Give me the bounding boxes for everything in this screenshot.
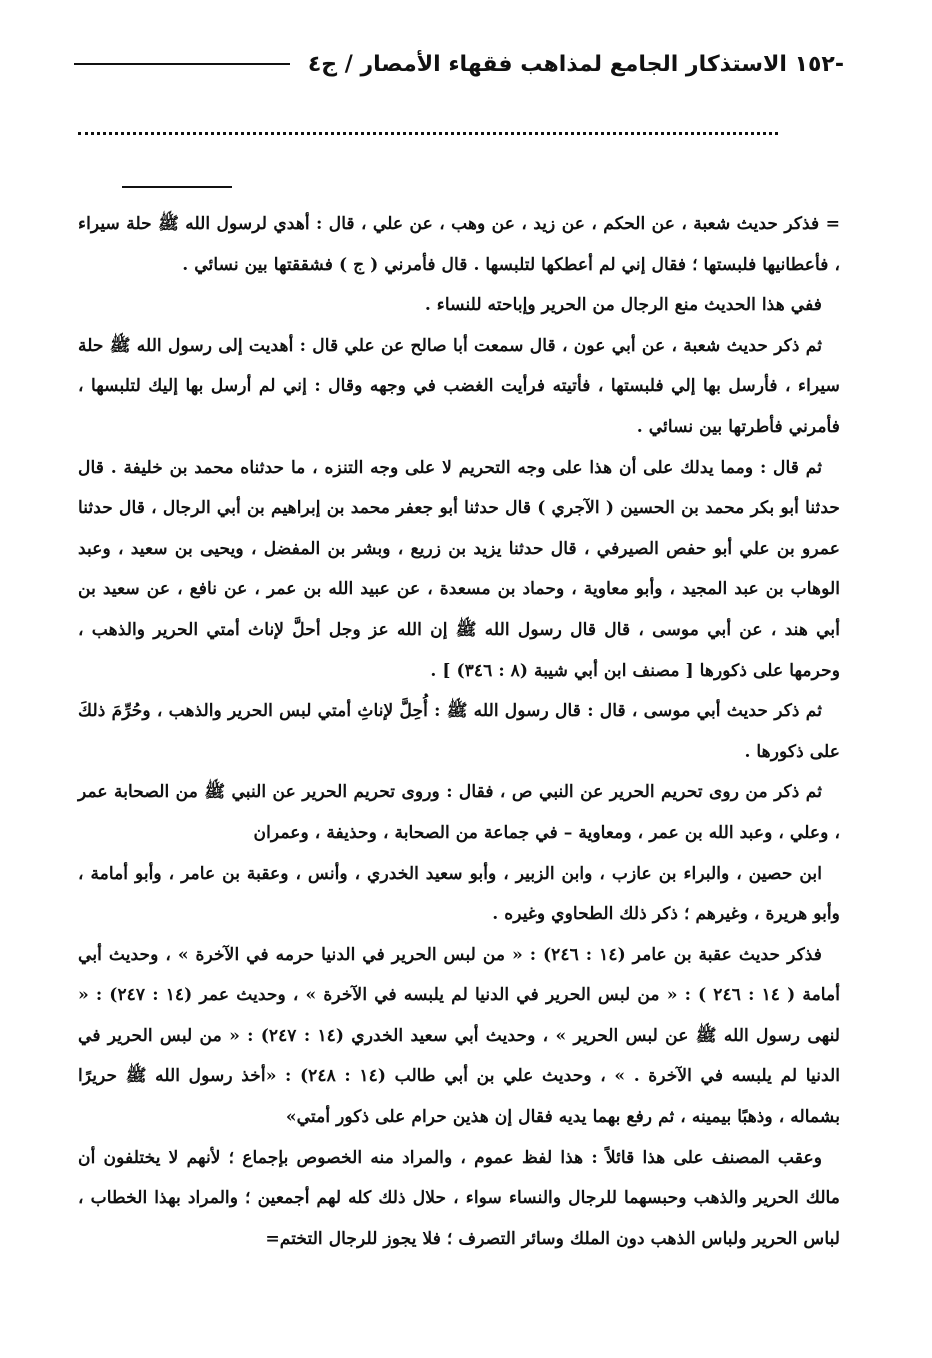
footnote-paragraph: ففي هذا الحديث منع الرجال من الحرير وإباحته للنساء . [424, 295, 822, 316]
main-text-dotted-separator [78, 132, 778, 135]
header-rule [74, 63, 290, 65]
footnote-paragraph: وعقب المصنف على هذا قائلاً : هذا لفظ عموم ، والمراد منه الخصوص بإجماع ؛ لأنهم لا يختلفون أن مالك الحرير والذهب وحبسهما للرجال والنساء سواء ، حلال ذلك كله لهم أجمعين ؛ والمراد بهذا الخطاب ، لباس الحرير ولباس الذهب دون الملك وسائر التصرف ؛ فلا يجوز للرجال التختم= [78, 1147, 840, 1249]
footnote-paragraph: ثم ذكر حديث أبي موسى ، قال : قال رسول الله ﷺ : أُحِلَّ لإناثِ أمتي لبس الحرير والذهب ، وحُرِّمَ ذلكَ على ذكورها . [78, 701, 840, 762]
running-header [74, 44, 844, 84]
footnote-paragraph: ثم ذكر حديث شعبة ، عن أبي عون ، قال سمعت أبا صالح عن علي قال : أهديت إلى رسول الله ﷺ حلة سيراء ، فأرسل بها إلي فلبستها ، فأتيته فرأيت الغضب في وجهه وقال : إني لم أرسل بها إليك لتلبسها ، فأمرني فأطرتها بين نسائي . [78, 335, 840, 437]
footnotes-block [78, 204, 840, 1259]
footnote-paragraph: ابن حصين ، والبراء بن عازب ، وابن الزبير ، وأبو سعيد الخدري ، وأنس ، وعقبة بن عامر ، وأبو أمامة ، وأبو هريرة ، وغيرهم ؛ ذكر ذلك الطحاوي وغيره . [78, 863, 840, 925]
running-title: -١٥٢ الاستذكار الجامع لمذاهب فقهاء الأمصار / ج٤ [307, 51, 844, 77]
footnote-paragraph: فذكر حديث عقبة بن عامر (١٤ : ٢٤٦) : « من لبس الحرير في الدنيا حرمه في الآخرة » ، وحديث أبي أمامة ( ١٤ : ٢٤٦ ) : « من لبس الحرير في الدنيا لم يلبسه في الآخرة » ، وحديث عمر (١٤ : ٢٤٧) : « لنهى رسول الله ﷺ عن لبس الحرير » ، وحديث أبي سعيد الخدري (١٤ : ٢٤٧) : « من لبس الحرير في الدنيا لم يلبسه في الآخرة . » ، وحديث علي بن أبي طالب (١٤ : ٢٤٨) : «أخذ رسول الله ﷺ حريرًا بشماله ، وذهبًا بيمينه ، ثم رفع بهما يديه فقال إن هذين حرام على ذكور أمتي» [78, 944, 841, 1128]
footnote-separator-rule [122, 186, 232, 188]
footnote-paragraph: ثم ذكر من روى تحريم الحرير عن النبي ص ، فقال : وروى تحريم الحرير عن النبي ﷺ من الصحابة عمر ، وعلي ، وعبد الله بن عمر ، ومعاوية – في جماعة من الصحابة ، وحذيفة ، وعمران [78, 782, 840, 843]
footnote-paragraph: = فذكر حديث شعبة ، عن الحكم ، عن زيد ، عن وهب ، عن علي ، قال : أهدي لرسول الله ﷺ حلة سيراء ، فأعطانيها فلبستها ؛ فقال إني لم أعطكها لتلبسها . قال فأمرني ( ج ) فشققتها بين نسائي . [78, 214, 840, 275]
footnote-paragraph: ثم قال : ومما يدلك على أن هذا على وجه التحريم لا على وجه التنزه ، ما حدثناه محمد بن خليفة . قال حدثنا أبو بكر محمد بن الحسين ( الآجري ) قال حدثنا أبو جعفر محمد بن إبراهيم بن أبي الرجال ، قال حدثنا عمرو بن علي أبو حفص الصيرفي ، قال حدثنا يزيد بن زريع ، وبشر بن المفضل ، ويحيى بن سعيد ، وعبد الوهاب بن عبد المجيد ، وأبو معاوية ، وحماد بن مسعدة ، عن عبيد الله بن عمر ، عن نافع ، عن سعيد بن أبي هند ، عن أبي موسى ، قال قال رسول الله ﷺ إن الله عز وجل أحلَّ لإناث أمتي الحرير والذهب ، وحرمها على ذكورها [ مصنف ابن أبي شيبة (٨ : ٣٤٦) ] . [78, 457, 840, 681]
